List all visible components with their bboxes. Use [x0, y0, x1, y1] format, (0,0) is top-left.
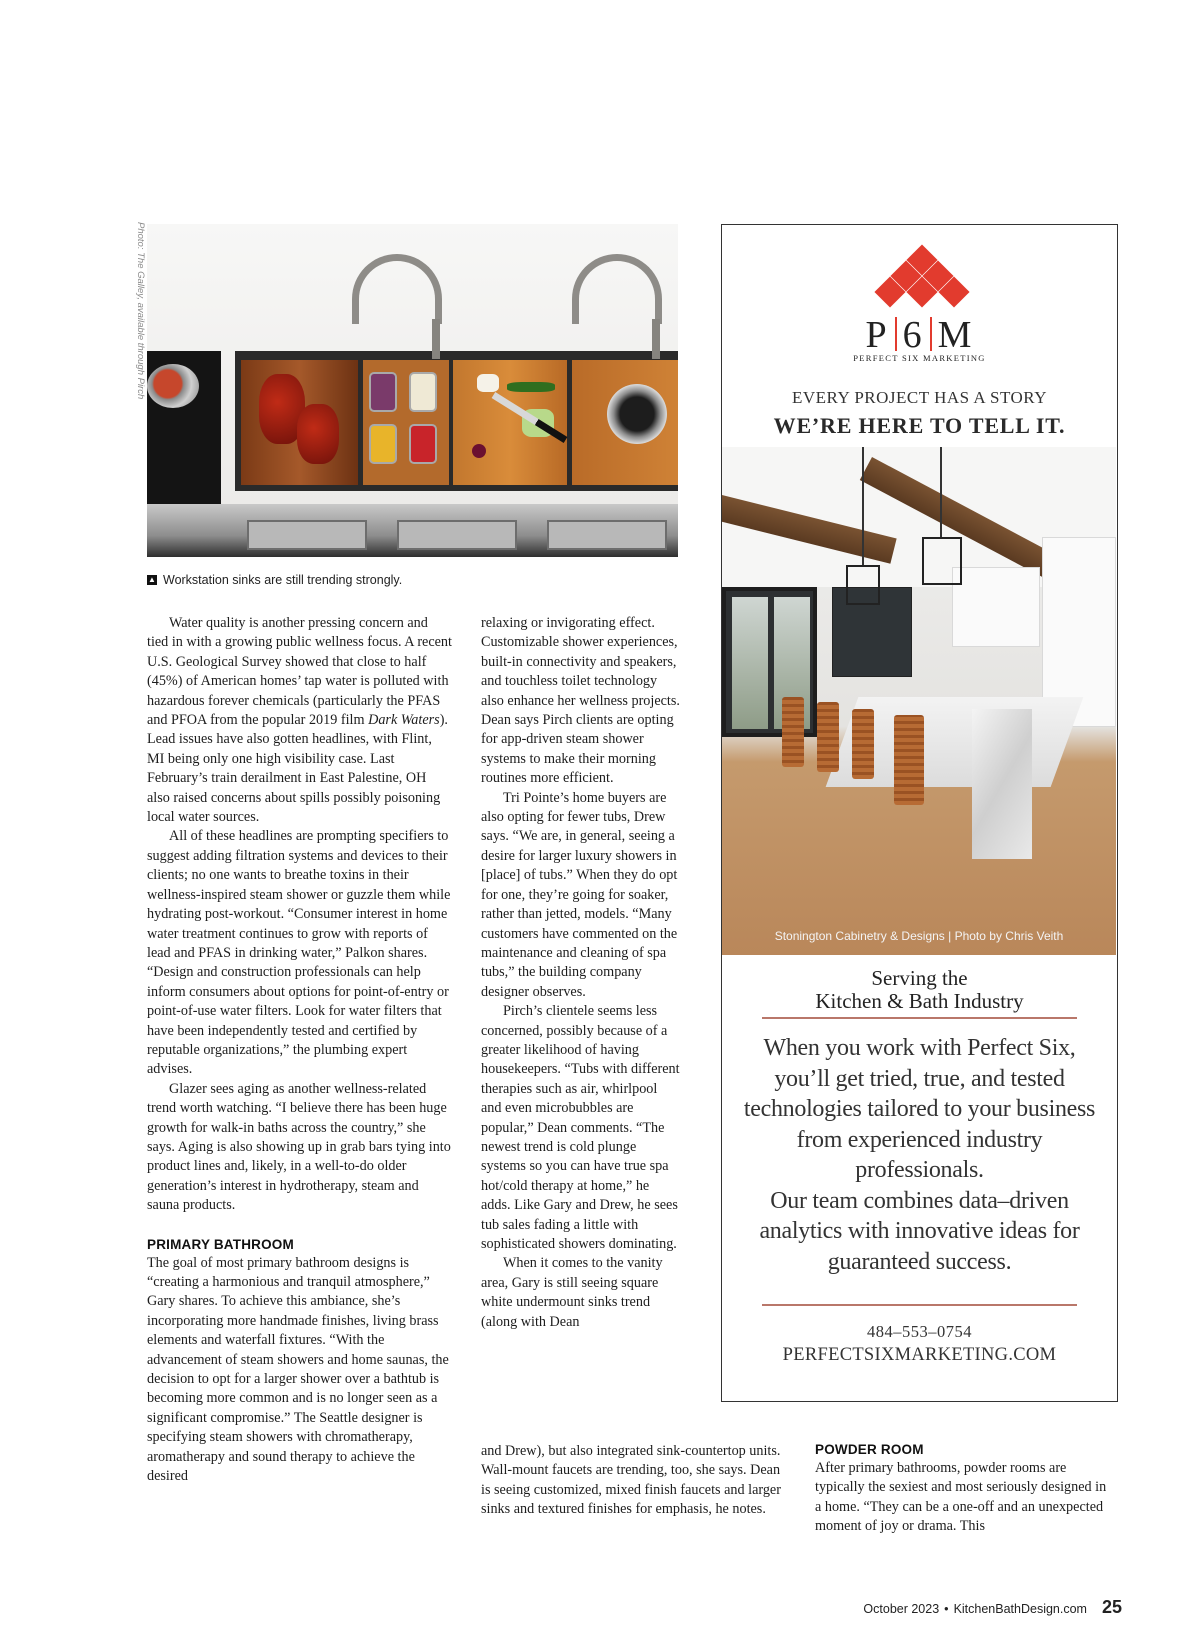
- photo-credit: Photo: The Galley, available through Pirch: [135, 222, 146, 400]
- issue-date: October 2023: [863, 1602, 940, 1616]
- article-column-3: [815, 1440, 1115, 1537]
- divider: [762, 1017, 1077, 1019]
- company-logo: P 6 M: [865, 314, 974, 356]
- photo-credit: Stonington Cabinetry & Designs | Photo by Chris Veith: [774, 929, 1064, 943]
- logo-subtitle: PERFECT SIX MARKETING: [853, 353, 986, 363]
- caption-text: Workstation sinks are still trending strongly.: [163, 573, 403, 587]
- publication-site: KitchenBathDesign.com: [953, 1602, 1087, 1616]
- page-number: 25: [1101, 1597, 1122, 1617]
- paragraph: When it comes to the vanity area, Gary is still seeing square white undermount sinks trend (along with Dean: [481, 1255, 663, 1330]
- perfect-six-advertisement[interactable]: [721, 224, 1118, 1402]
- paragraph: Glazer sees aging as another wellness-related trend worth watching. “I believe there has been huge growth for walk-in baths across the country,” she says. Aging is also showing up in grab bars tying into product lines and, likely, in a well-to-do older generation’s interest in hydrotherapy, steam and sauna products.: [147, 1080, 451, 1214]
- diamond-logo-icon: [867, 245, 977, 315]
- paragraph: All of these headlines are prompting specifiers to suggest adding filtration systems and devices to their clients; no one wants to breathe toxins in their wellness-inspired steam shower or guzzle them while hydrating post-workout. “Consumer interest in home water treatment continues to grow with reports of lead and PFAS in drinking water,” Palkon shares. “Design and construction professionals can help inform consumers about options for point-of-entry or point-of-use water filters. Look for water filters that have been independently tested and certified by reputable organizations,” the plumbing expert advises.: [147, 828, 451, 1078]
- paragraph: relaxing or invigorating effect. Customizable shower experiences, built-in connectivity and speakers, and touchless toilet technology also enhance her wellness projects. Dean says Pirch clients are opting for app-driven steam shower systems to make their morning routines more efficient.: [481, 615, 680, 787]
- photo-caption: [147, 573, 402, 587]
- ad-subheading: Serving the Kitchen & Bath Industry: [815, 966, 1024, 1013]
- ad-tagline: EVERY PROJECT HAS A STORY: [792, 388, 1047, 407]
- paragraph: Water quality is another pressing concern and tied in with a growing public wellness focus. A recent U.S. Geological Survey showed that close to half (45%) of American homes’ tap water is polluted with hazardous forever chemicals (particularly the PFAS and PFOA from the popular 2019 film Dark Waters). Lead issues have also gotten headlines, with Flint, MI being only one high visibility case. Last February’s train derailment in East Palestine, OH also raised concerns about spills possibly poisoning local water sources.: [147, 615, 452, 826]
- kitchen-photo: [722, 447, 1116, 955]
- article-column-1: [147, 614, 452, 1486]
- divider: [762, 1304, 1077, 1306]
- ad-headline: WE’RE HERE TO TELL IT.: [773, 413, 1066, 438]
- separator: •: [944, 1602, 949, 1616]
- article-column-2-continued: [481, 1442, 789, 1520]
- paragraph: and Drew), but also integrated sink-countertop units. Wall-mount faucets are trending, too, she says. Dean is seeing customized, mixed finish faucets and larger sinks and textured finishes for emphasis, he notes.: [481, 1443, 781, 1518]
- paragraph: Tri Pointe’s home buyers are also opting for fewer tubs, Drew says. “We are, in general, seeing a desire for larger luxury showers in [place] of tubs.” When they do opt for one, they’re going for soaker, rather than jetted, models. “Many customers have commented on the maintenance and cleaning of spa tubs,” the building company designer observes.: [481, 789, 678, 1000]
- page-footer: [863, 1597, 1122, 1618]
- website-link[interactable]: PERFECTSIXMARKETING.COM: [782, 1345, 1057, 1365]
- paragraph: The goal of most primary bathroom designs is “creating a harmonious and tranquil atmosphere,” Gary shares. To achieve this ambiance, she’s incorporating more handmade finishes, living brass elements and waterfall fixtures. “With the advancement of steam showers and home saunas, the decision to opt for a larger shower over a bathtub is becoming more common and is no longer seen as a significant compromise.” The Seattle designer is specifying steam showers with chromatherapy, aromatherapy and sound therapy to achieve the desired: [147, 1254, 449, 1485]
- arrow-up-icon: ▲: [148, 575, 156, 584]
- phone-number[interactable]: 484–553–0754: [867, 1322, 972, 1341]
- section-heading: PRIMARY BATHROOM: [147, 1236, 294, 1252]
- ad-body: When you work with Perfect Six, you’ll get tried, true, and tested technologies tailored to your business from experienced industry professionals. Our team combines data–driven analytics with innovative ideas for guaranteed success.: [743, 1035, 1096, 1275]
- paragraph: Pirch’s clientele seems less concerned, possibly because of a greater likelihood of having housekeepers. “Tubs with different therapies such as air, whirlpool and even microbubbles are popular,” Dean comments. “The newest trend is cold plunge systems so you can have true spa hot/cold therapy at home,” he adds. Like Gary and Drew, he sees tub sales fading a little with sophisticated showers dominating.: [481, 1003, 680, 1252]
- paragraph: After primary bathrooms, powder rooms are typically the sexiest and most seriously designed in a home. “They can be a one-off and an unexpected moment of joy or drama. This: [815, 1460, 1107, 1535]
- section-heading: POWDER ROOM: [815, 1442, 924, 1457]
- article-column-2: [481, 614, 681, 1332]
- workstation-sink-photo: [147, 224, 678, 557]
